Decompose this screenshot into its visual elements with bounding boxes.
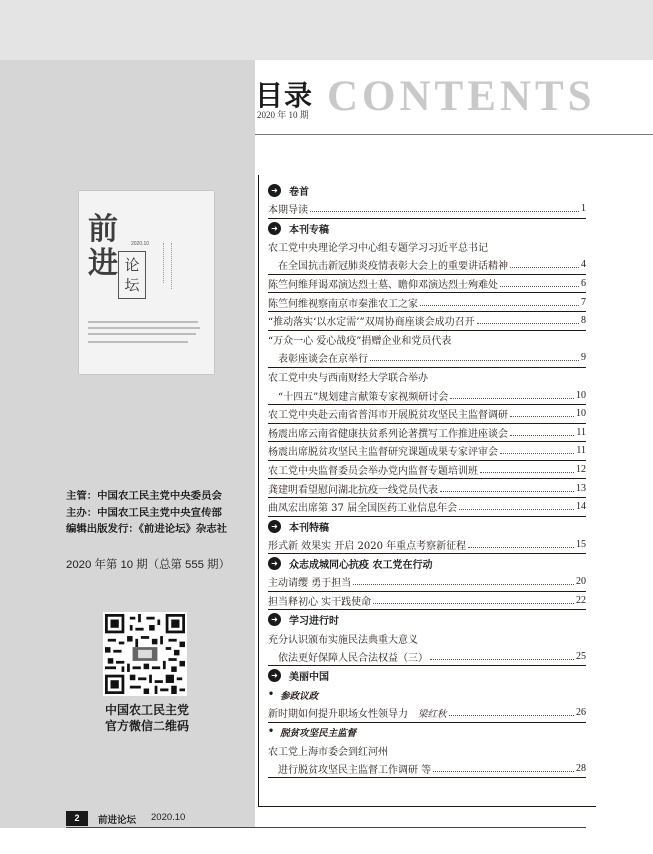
toc-subsection <box>268 685 586 704</box>
issue-number: 2020 年第 10 期（总第 555 期） <box>66 559 230 571</box>
toc-page-number: 9 <box>581 352 586 364</box>
toc-leader <box>468 547 574 548</box>
toc-entry-title: 新时期如何提升职场女性领导力 <box>268 709 408 721</box>
toc-entry-title: 主动请缨 勇于担当 <box>268 578 352 590</box>
toc-page-number: 7 <box>581 296 586 308</box>
cover-vertical-text <box>163 243 167 283</box>
arrow-right-icon: ➜ <box>268 613 281 626</box>
toc-leader <box>370 360 579 361</box>
toc-entry-title: 充分认识颁布实施民法典重大意义 <box>268 634 418 646</box>
toc-leader <box>459 509 574 510</box>
toc-section-title: 美丽中国 <box>289 672 329 684</box>
toc-entry[interactable] <box>268 704 586 723</box>
toc-page-number: 10 <box>576 408 586 420</box>
footer-magazine-name: 前进论坛 <box>98 815 137 826</box>
arrow-right-icon: ➜ <box>268 669 281 682</box>
toc-section-header <box>268 610 586 629</box>
toc-subsection <box>268 723 586 742</box>
cover-date: 2020.10 <box>131 241 150 247</box>
toc-section-header <box>268 666 586 685</box>
toc-page-number: 28 <box>576 763 586 775</box>
toc-entry[interactable] <box>268 424 586 443</box>
toc-entry-title: “推动落实‘以水定需’”双周协商座谈会成功召开 <box>268 317 475 329</box>
toc-page-number: 1 <box>581 203 586 215</box>
toc-entry[interactable] <box>268 536 586 555</box>
toc-leader <box>449 715 574 716</box>
bullet-icon: • <box>268 689 275 701</box>
toc-entry-title: 杨震出席脱贫攻坚民主监督研究课题成果专家评审会 <box>268 447 498 459</box>
contents-header <box>255 60 653 140</box>
qr-caption-line2: 官方微信二维码 <box>104 719 189 733</box>
toc-entry[interactable] <box>268 479 586 498</box>
toc-entry[interactable] <box>268 442 586 461</box>
qr-code[interactable] <box>103 612 187 696</box>
cover-brush-char-1: 前 <box>88 212 118 247</box>
issue-label: 2020 年 10 期 <box>257 110 309 120</box>
toc-page-number: 11 <box>576 426 586 438</box>
toc-leader <box>420 305 579 306</box>
toc-entry-title: 农工党中央理论学习中心组专题学习习近平总书记 <box>268 242 488 254</box>
toc-entry-title: 农工党上海市委会到红河州 <box>268 746 388 758</box>
arrow-right-icon: ➜ <box>268 184 281 197</box>
toc-leader <box>353 584 574 585</box>
toc-subsection-title: 参政议政 <box>280 690 319 702</box>
masthead-credits <box>66 488 227 538</box>
toc-leader <box>510 267 579 268</box>
toc-entry[interactable] <box>268 238 586 257</box>
toc-entry-title: 农工党中央与西南财经大学联合举办 <box>268 373 428 385</box>
toc-entry-title: 表彰座谈会在京举行 <box>278 354 368 366</box>
cover-text-line <box>88 321 198 323</box>
toc-entry[interactable] <box>268 741 586 760</box>
header-rule <box>255 134 653 135</box>
toc-entry-title: 陈竺何维视察南京市秦淮农工之家 <box>268 298 418 310</box>
toc-leader <box>430 659 574 660</box>
toc-entry[interactable] <box>268 368 586 387</box>
toc-page-number: 4 <box>581 259 586 271</box>
toc-leader <box>480 472 574 473</box>
arrow-right-icon: ➜ <box>268 557 281 570</box>
toc-section-title: 卷首 <box>289 187 309 198</box>
cover-text-line <box>88 341 188 343</box>
toc-leader <box>477 323 579 324</box>
toc-page-number: 20 <box>576 576 586 588</box>
toc-page-number: 22 <box>576 594 586 606</box>
cover-text-line <box>88 327 200 329</box>
toc-entry[interactable] <box>268 629 586 648</box>
toc-leader <box>510 435 574 436</box>
toc-entry-title: “十四五”规划建言献策专家视频研讨会 <box>278 391 449 403</box>
toc-section-title: 学习进行时 <box>289 616 339 628</box>
toc-section-title: 本刊专稿 <box>289 224 329 236</box>
toc-page-number: 14 <box>576 501 586 513</box>
toc-entry[interactable] <box>268 256 586 275</box>
table-of-contents <box>268 181 586 778</box>
toc-entry-title: 曲凤宏出席第 37 届全国医药工业信息年会 <box>268 503 458 515</box>
toc-entry[interactable] <box>268 312 586 331</box>
toc-section-title: 本刊特稿 <box>289 522 329 534</box>
toc-entry[interactable] <box>268 386 586 405</box>
toc-page-number: 13 <box>576 482 586 494</box>
toc-leader <box>500 286 579 287</box>
toc-entry[interactable] <box>268 200 586 219</box>
toc-entry-title: 杨震出席云南省健康扶贫系列论著撰写工作推进座谈会 <box>268 428 508 440</box>
toc-entry-title: 龚建明看望慰问湖北抗疫一线党员代表 <box>268 484 438 496</box>
credit-sponsor: 主办：中国农工民主党中央宣传部 <box>66 506 222 519</box>
toc-leader <box>500 453 574 454</box>
toc-page-number: 12 <box>576 464 586 476</box>
toc-entry-title: 在全国抗击新冠肺炎疫情表彰大会上的重要讲话精神 <box>278 261 508 273</box>
toc-subsection-title: 脱贫攻坚民主监督 <box>280 727 357 739</box>
cover-box-title: 论坛 <box>118 251 146 299</box>
cover-thumbnail[interactable] <box>79 191 214 374</box>
toc-entry[interactable] <box>268 760 586 779</box>
cover-vertical-text <box>171 243 175 289</box>
qr-caption-line1: 中国农工民主党 <box>104 703 189 717</box>
toc-page-number: 26 <box>576 707 586 719</box>
toc-section-header <box>268 517 586 536</box>
top-band <box>0 0 653 60</box>
page-number: 2 <box>66 811 88 826</box>
toc-entry[interactable] <box>268 349 586 368</box>
toc-entry-title: 农工党中央监督委员会举办党内监督专题培训班 <box>268 466 478 478</box>
toc-entry[interactable] <box>268 331 586 350</box>
toc-page-number: 8 <box>581 315 586 327</box>
toc-entry[interactable] <box>268 405 586 424</box>
toc-section-header <box>268 554 586 573</box>
qr-caption <box>95 702 199 734</box>
page-title-en: CONTENTS <box>327 73 596 120</box>
toc-entry-title: 担当释初心 实干践使命 <box>268 596 372 608</box>
toc-entry[interactable] <box>268 573 586 592</box>
arrow-right-icon: ➜ <box>268 222 281 235</box>
toc-leader <box>440 491 574 492</box>
toc-leader <box>373 603 574 604</box>
toc-entry[interactable] <box>268 293 586 312</box>
footer-date: 2020.10 <box>151 812 186 823</box>
credit-publisher: 编辑出版发行：《前进论坛》杂志社 <box>66 523 228 535</box>
toc-leader <box>310 211 579 212</box>
toc-page-number: 6 <box>581 278 586 290</box>
qr-code-icon <box>105 614 185 694</box>
toc-leader <box>433 771 574 772</box>
cover-text-line <box>88 333 196 335</box>
toc-page-number: 15 <box>576 538 586 550</box>
toc-section-header <box>268 181 586 200</box>
arrow-right-icon: ➜ <box>268 520 281 533</box>
bullet-icon: • <box>268 726 275 738</box>
toc-entry-author: 梁红秋 <box>418 708 447 720</box>
toc-entry[interactable] <box>268 275 586 294</box>
toc-entry[interactable] <box>268 648 586 667</box>
toc-entry-title: “万众一心 爱心战疫”捐赠企业和党员代表 <box>268 335 452 347</box>
cover-brush-char-2: 进 <box>88 246 118 281</box>
toc-page-number: 10 <box>576 389 586 401</box>
toc-page-number: 11 <box>576 445 586 457</box>
toc-entry[interactable] <box>268 592 586 611</box>
toc-entry-title: 本期导读 <box>268 205 308 217</box>
toc-section-title: 众志成城同心抗疫 农工党在行动 <box>289 560 433 572</box>
toc-leader <box>450 398 574 399</box>
toc-entry[interactable] <box>268 498 586 517</box>
footer-rule <box>66 827 586 828</box>
toc-page-number: 25 <box>576 651 586 663</box>
page-footer <box>66 811 586 827</box>
toc-section-header <box>268 219 586 238</box>
toc-entry-title: 陈竺何维拜谒邓演达烈士墓、瞻仰邓演达烈士殉难处 <box>268 280 498 292</box>
credit-supervisor: 主管：中国农工民主党中央委员会 <box>66 490 222 502</box>
toc-entry-title: 进行脱贫攻坚民主监督工作调研 等 <box>278 765 432 777</box>
page-title: 目录 <box>255 79 314 112</box>
toc-entry-title: 依法更好保障人民合法权益（三） <box>278 653 428 665</box>
toc-entry[interactable] <box>268 461 586 480</box>
toc-entry-title: 农工党中央赴云南省普洱市开展脱贫攻坚民主监督调研 <box>268 410 508 422</box>
toc-leader <box>510 416 574 417</box>
toc-entry-title: 形式新 效果实 开启 2020 年重点考察新征程 <box>268 540 467 552</box>
